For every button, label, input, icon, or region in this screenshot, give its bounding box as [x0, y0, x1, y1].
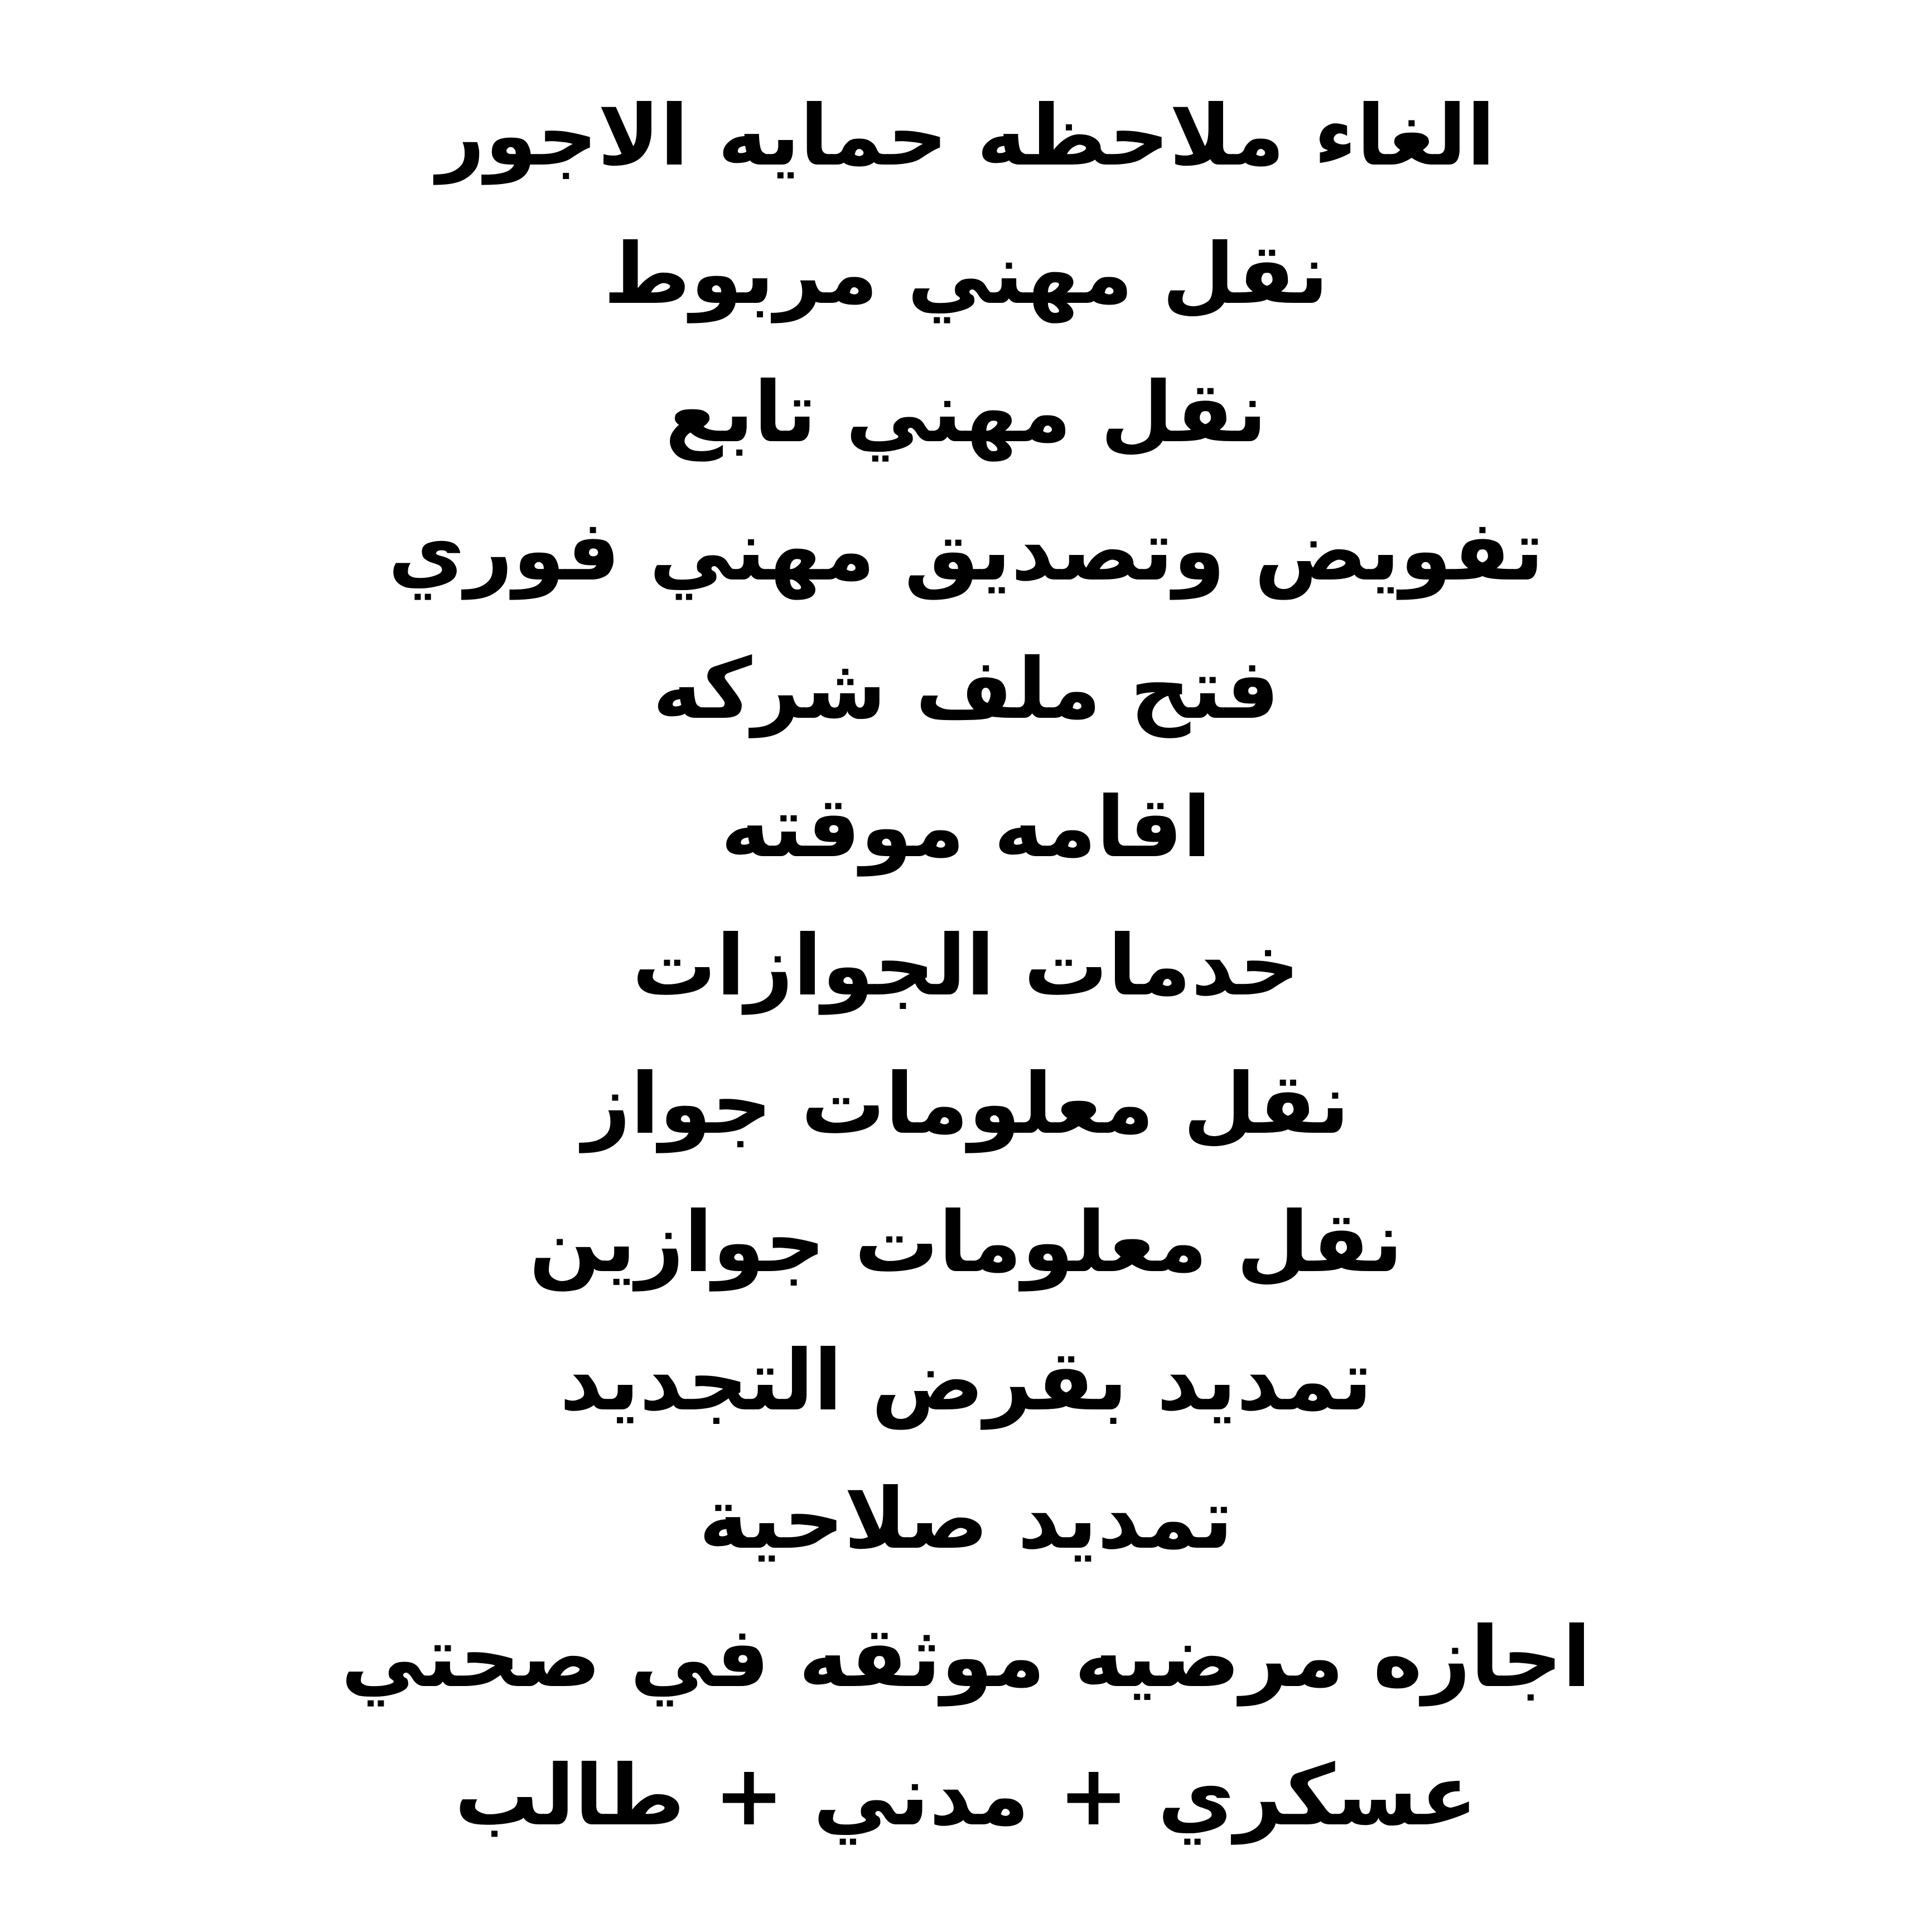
service-line-transfer-two-passports-info: نقل معلومات جوازين — [529, 1194, 1403, 1291]
service-line-extension-renewal-loan: تمديد بقرض التجديد — [559, 1332, 1373, 1429]
service-line-military-civilian-student: عسكري + مدني + طالب — [455, 1747, 1477, 1844]
service-line-passport-services: خدمات الجوازات — [632, 917, 1300, 1015]
service-line-validity-extension: تمديد صلاحية — [699, 1471, 1233, 1568]
service-line-authorization-certification-immediate: تفويض وتصديق مهني فوري — [388, 503, 1544, 600]
service-line-certified-sick-leave-sehaty: اجازه مرضيه موثقه في صحتي — [341, 1609, 1591, 1706]
service-line-temporary-residence: اقامه موقته — [721, 779, 1211, 876]
service-line-professional-transfer-linked: نقل مهني مربوط — [603, 226, 1329, 323]
service-line-professional-transfer-dependent: نقل مهني تابع — [665, 364, 1267, 461]
service-line-cancel-wage-protection-note: الغاء ملاحظه حمايه الاجور — [437, 88, 1495, 185]
service-line-transfer-passport-info: نقل معلومات جواز — [582, 1056, 1350, 1153]
service-line-open-company-file: فتح ملف شركه — [653, 641, 1279, 738]
